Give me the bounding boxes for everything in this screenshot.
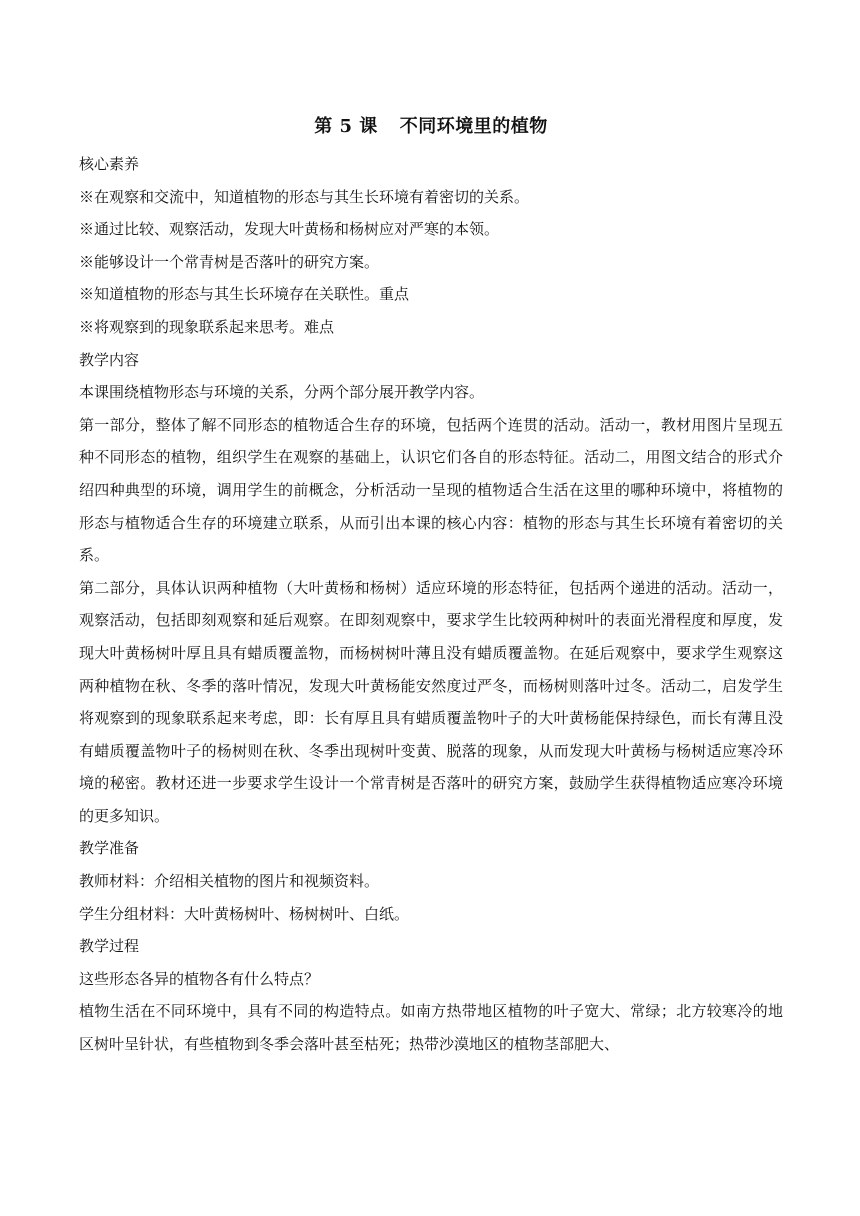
lesson-number: 第 5 课 <box>314 116 378 137</box>
lesson-title <box>79 110 783 144</box>
core-literacy-heading: 核心素养 <box>79 155 140 173</box>
core-item: ※知道植物的形态与其生长环境存在关联性。重点 <box>79 285 410 304</box>
core-item: ※将观察到的现象联系起来思考。难点 <box>79 317 335 336</box>
content-paragraph: 第二部分，具体认识两种植物（大叶黄杨和杨树）适应环境的形态特征，包括两个递进的活动。活动一，观察活动，包括即刻观察和延后观察。在即刻观察中，要求学生比较两种树叶的表面光滑程度和厚度，发现大叶黄杨树叶厚且具有蜡质覆盖物，而杨树树叶薄且没有蜡质覆盖物。在延后观察中，要求学生观察这两种植物在秋、冬季的落叶情况，发现大叶黄杨能安然度过严冬，而杨树则落叶过冬。活动二，启发学生将观察到的现象联系起来考虑，即：长有厚且具有蜡质覆盖物叶子的大叶黄杨能保持绿色，而长有薄且没有蜡质覆盖物叶子的杨树则在秋、冬季出现树叶变黄、脱落的现象，从而发现大叶黄杨与杨树适应寒冷环境的秘密。教材还进一步要求学生设计一个常青树是否落叶的研究方案，鼓励学生获得植物适应寒冷环境的更多知识。 <box>79 578 783 825</box>
teaching-process-heading: 教学过程 <box>79 937 140 956</box>
core-item: ※能够设计一个常青树是否落叶的研究方案。 <box>79 252 380 271</box>
content-paragraph: 本课围绕植物形态与环境的关系，分两个部分展开教学内容。 <box>79 383 485 402</box>
process-paragraph: 植物生活在不同环境中，具有不同的构造特点。如南方热带地区植物的叶子宽大、常绿；北方较寒冷的地区树叶呈针状，有些植物到冬季会落叶甚至枯死；热带沙漠地区的植物茎部肥大、 <box>79 1002 783 1054</box>
preparation-item: 教师材料：介绍相关植物的图片和视频资料。 <box>79 872 380 891</box>
document-page <box>79 110 783 1061</box>
core-item: ※通过比较、观察活动，发现大叶黄杨和杨树应对严寒的本领。 <box>79 220 500 239</box>
teaching-preparation-heading: 教学准备 <box>79 839 140 858</box>
content-paragraph: 第一部分，整体了解不同形态的植物适合生存的环境，包括两个连贯的活动。活动一，教材用图片呈现五种不同形态的植物，组织学生在观察的基础上，认识它们各自的形态特征。活动二，用图文结合的形式介绍四种典型的环境，调用学生的前概念，分析活动一呈现的植物适合生活在这里的哪种环境中，将植物的形态与植物适合生存的环境建立联系，从而引出本课的核心内容：植物的形态与其生长环境有着密切的关系。 <box>79 415 783 565</box>
preparation-item: 学生分组材料：大叶黄杨树叶、杨树树叶、白纸。 <box>79 904 410 923</box>
core-item: ※在观察和交流中，知道植物的形态与其生长环境有着密切的关系。 <box>79 187 530 206</box>
lesson-title-text: 不同环境里的植物 <box>399 116 548 137</box>
process-question: 这些形态各异的植物各有什么特点？ <box>79 969 320 988</box>
teaching-content-heading: 教学内容 <box>79 350 140 369</box>
